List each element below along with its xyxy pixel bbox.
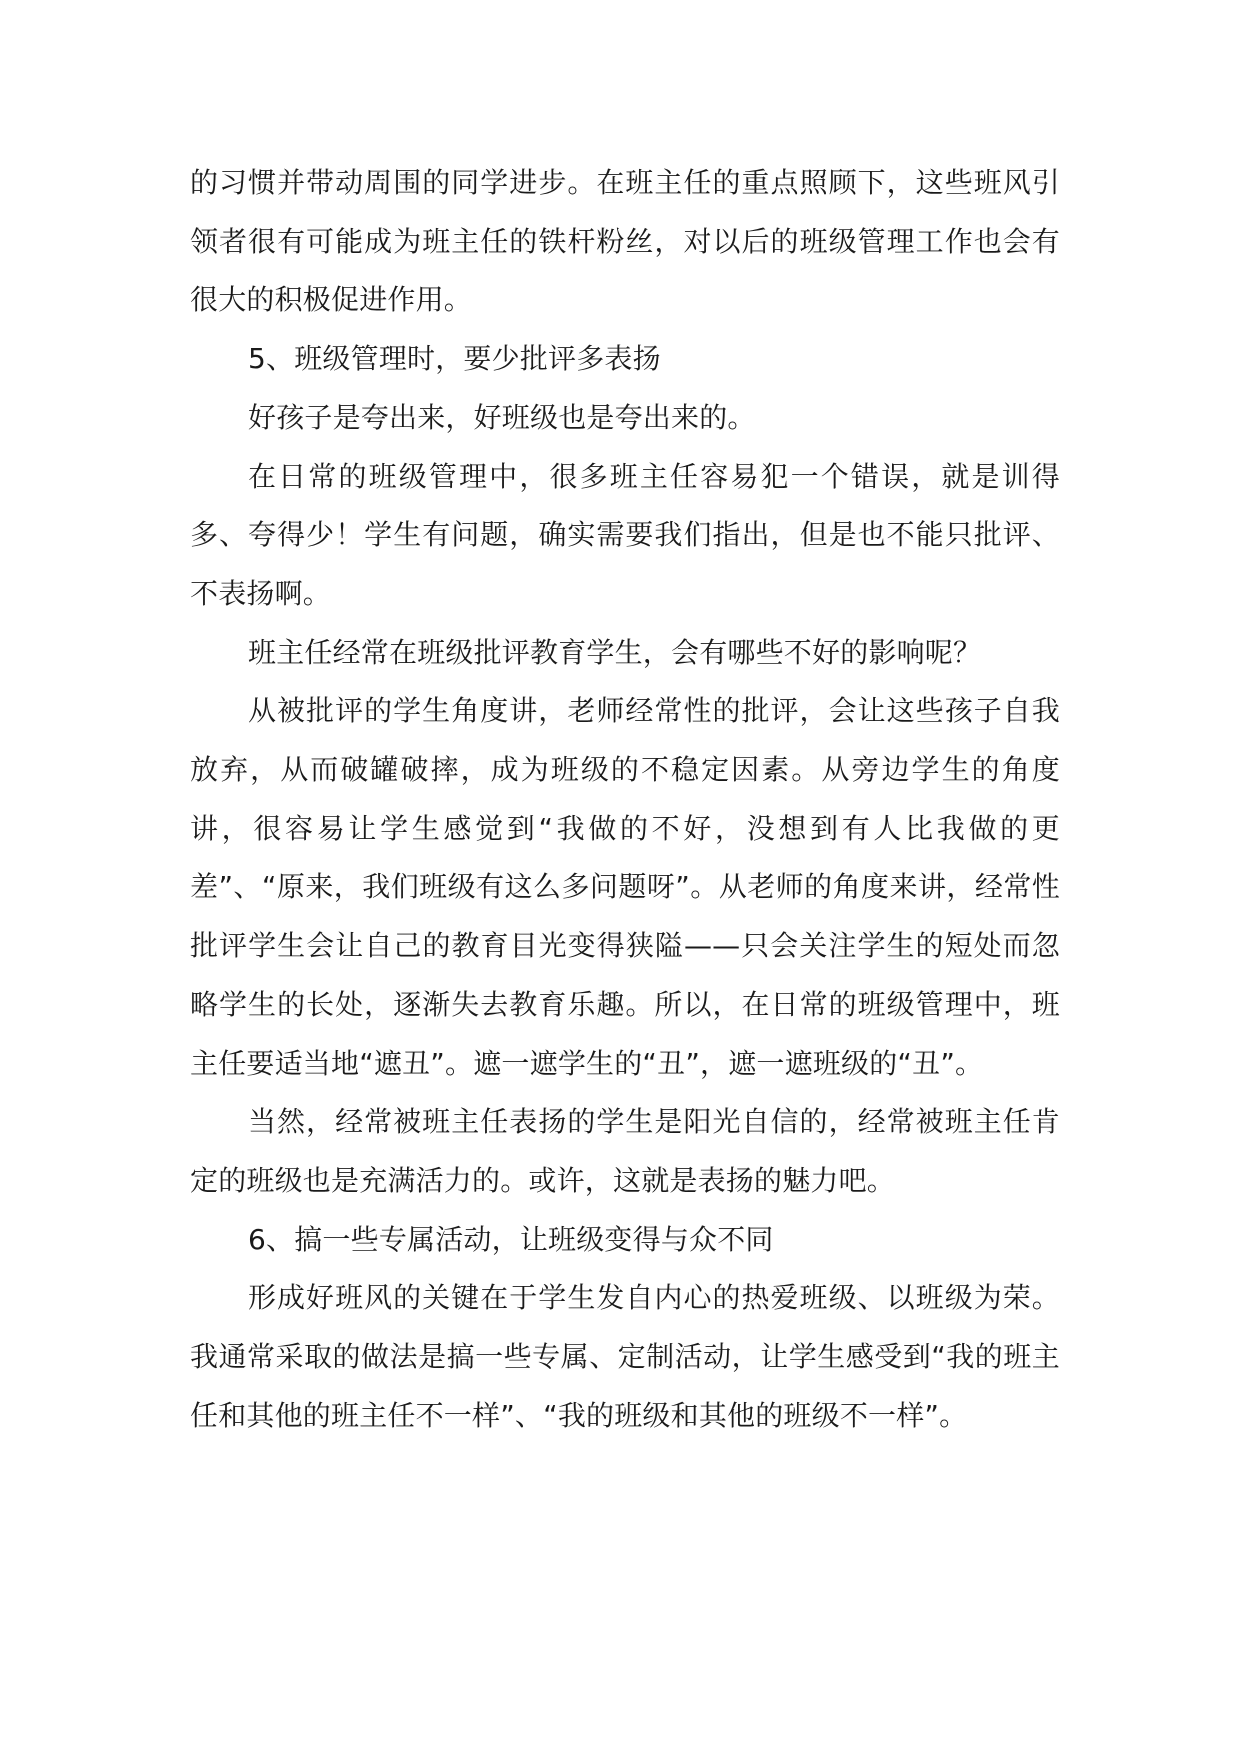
paragraph: 好孩子是夸出来，好班级也是夸出来的。 [248, 400, 756, 434]
paragraph-continuation: 的习惯并带动周围的同学进步。在班主任的重点照顾下，这些班风引领者很有可能成为班主任的铁杆粉丝，对以后的班级管理工作也会有很大的积极促进作用。 [190, 166, 1060, 317]
paragraph: 班主任经常在班级批评教育学生，会有哪些不好的影响呢？ [248, 635, 982, 669]
paragraph: 在日常的班级管理中，很多班主任容易犯一个错误，就是训得多、夸得少！学生有问题，确实需要我们指出，但是也不能只批评、不表扬啊。 [190, 459, 1060, 610]
section-heading-5: 5、班级管理时，要少批评多表扬 [248, 342, 661, 376]
paragraph: 形成好班风的关键在于学生发自内心的热爱班级、以班级为荣。我通常采取的做法是搞一些专属、定制活动，让学生感受到“我的班主任和其他的班主任不一样”、“我的班级和其他的班级不一样”。 [190, 1281, 1060, 1432]
paragraph: 当然，经常被班主任表扬的学生是阳光自信的，经常被班主任肯定的班级也是充满活力的。或许，这就是表扬的魅力吧。 [190, 1105, 1060, 1197]
document-body [190, 154, 1060, 1445]
section-heading-6: 6、搞一些专属活动，让班级变得与众不同 [248, 1222, 774, 1256]
paragraph: 从被批评的学生角度讲，老师经常性的批评，会让这些孩子自我放弃，从而破罐破摔，成为班级的不稳定因素。从旁边学生的角度讲，很容易让学生感觉到“我做的不好，没想到有人比我做的更差”、“原来，我们班级有这么多问题呀”。从老师的角度来讲，经常性批评学生会让自己的教育目光变得狭隘——只会关注学生的短处而忽略学生的长处，逐渐失去教育乐趣。所以，在日常的班级管理中，班主任要适当地“遮丑”。遮一遮学生的“丑”，遮一遮班级的“丑”。 [190, 694, 1060, 1080]
